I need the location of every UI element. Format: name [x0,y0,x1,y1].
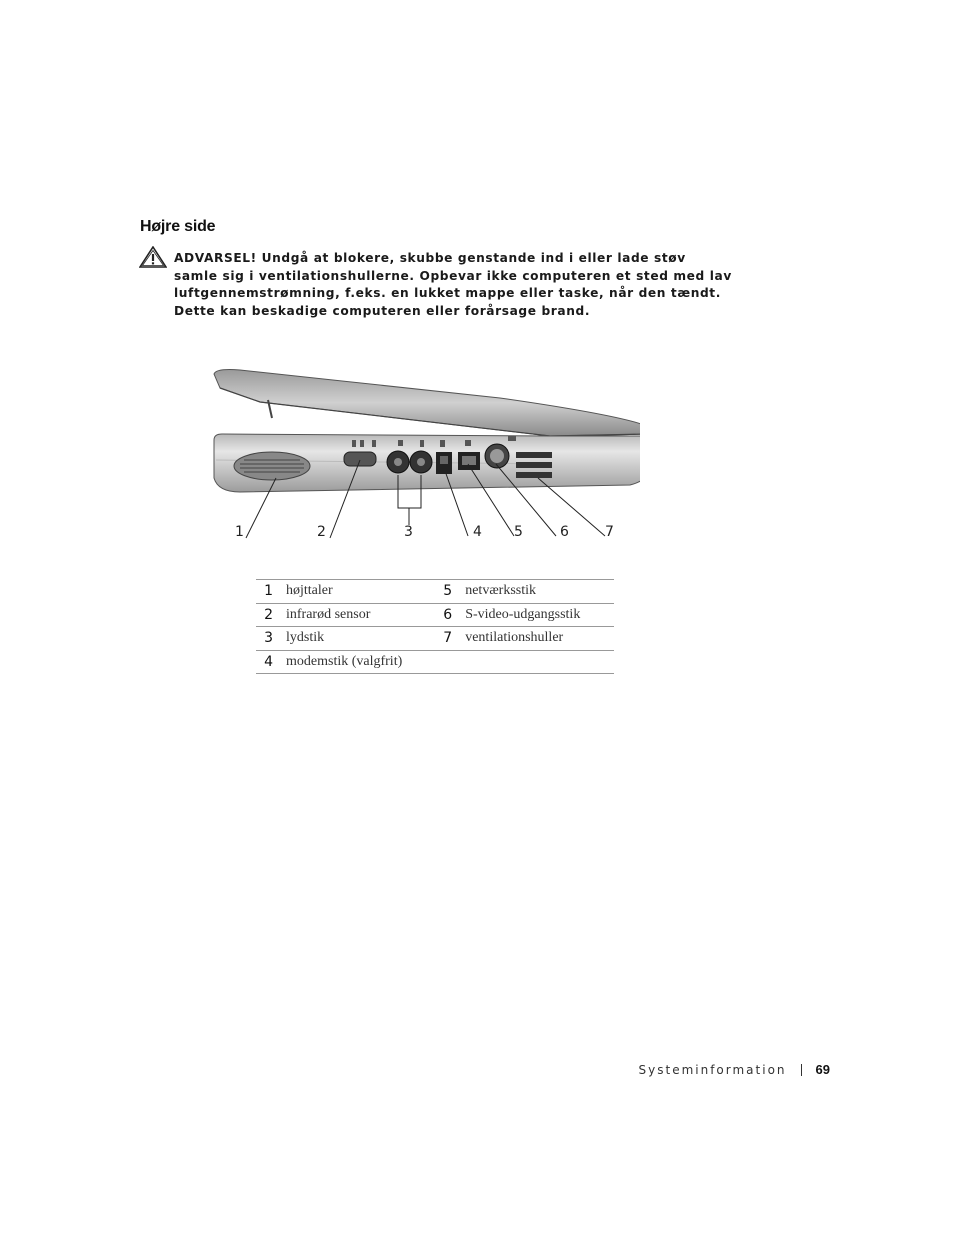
legend-label: netværksstik [452,580,614,604]
legend-number: 4 [256,650,273,674]
table-row [256,650,614,674]
legend-number: 2 [256,603,273,627]
warning-line: luftgennemstrømning, f.eks. en lukket mappe eller taske, når den tændt. [174,286,721,300]
callout-number: 2 [317,524,326,540]
callout-number: 5 [514,524,523,540]
table-row [256,627,614,651]
legend-number: 1 [256,580,273,604]
legend-label: modemstik (valgfrit) [273,650,436,674]
callout-number: 1 [235,524,244,540]
legend-number: 7 [436,627,452,651]
page-footer [639,1062,830,1077]
legend-label: højttaler [273,580,436,604]
warning-line: samle sig i ventilationshullerne. Opbevar ikke computeren et sted med lav [174,268,732,283]
infrared-sensor [344,452,376,466]
legend-label: lydstik [273,627,436,651]
legend-table [256,579,614,674]
laptop-right-side-illustration [200,360,640,560]
legend-number: 3 [256,627,273,651]
warning-line: Dette kan beskadige computeren eller forårsage brand. [174,303,591,318]
ventilation-vents [516,452,552,478]
laptop-lid [214,370,640,437]
warning-triangle-icon [139,246,167,268]
legend-number: 6 [436,603,452,627]
legend-number: 5 [436,580,452,604]
callout-number: 4 [473,524,482,540]
table-row [256,580,614,604]
legend-label: ventilationshuller [452,627,614,651]
footer-divider [801,1064,802,1076]
callout-number: 3 [404,524,413,540]
warning-text [174,250,732,320]
warning-line: ADVARSEL! Undgå at blokere, skubbe genstande ind i eller lade støv [174,251,686,265]
legend-label [452,650,614,674]
network-port [458,452,480,470]
callout-number: 6 [560,524,569,540]
callout-number: 7 [605,524,614,540]
table-row [256,603,614,627]
s-video-port [485,444,509,468]
legend-number [436,650,452,674]
modem-port [436,452,452,474]
section-heading: Højre side [140,218,216,235]
legend-label: infrarød sensor [273,603,436,627]
speaker-grille [234,452,310,480]
legend-label: S-video-udgangsstik [452,603,614,627]
footer-section-name: Systeminformation [638,1062,787,1077]
page-number: 69 [815,1062,830,1077]
